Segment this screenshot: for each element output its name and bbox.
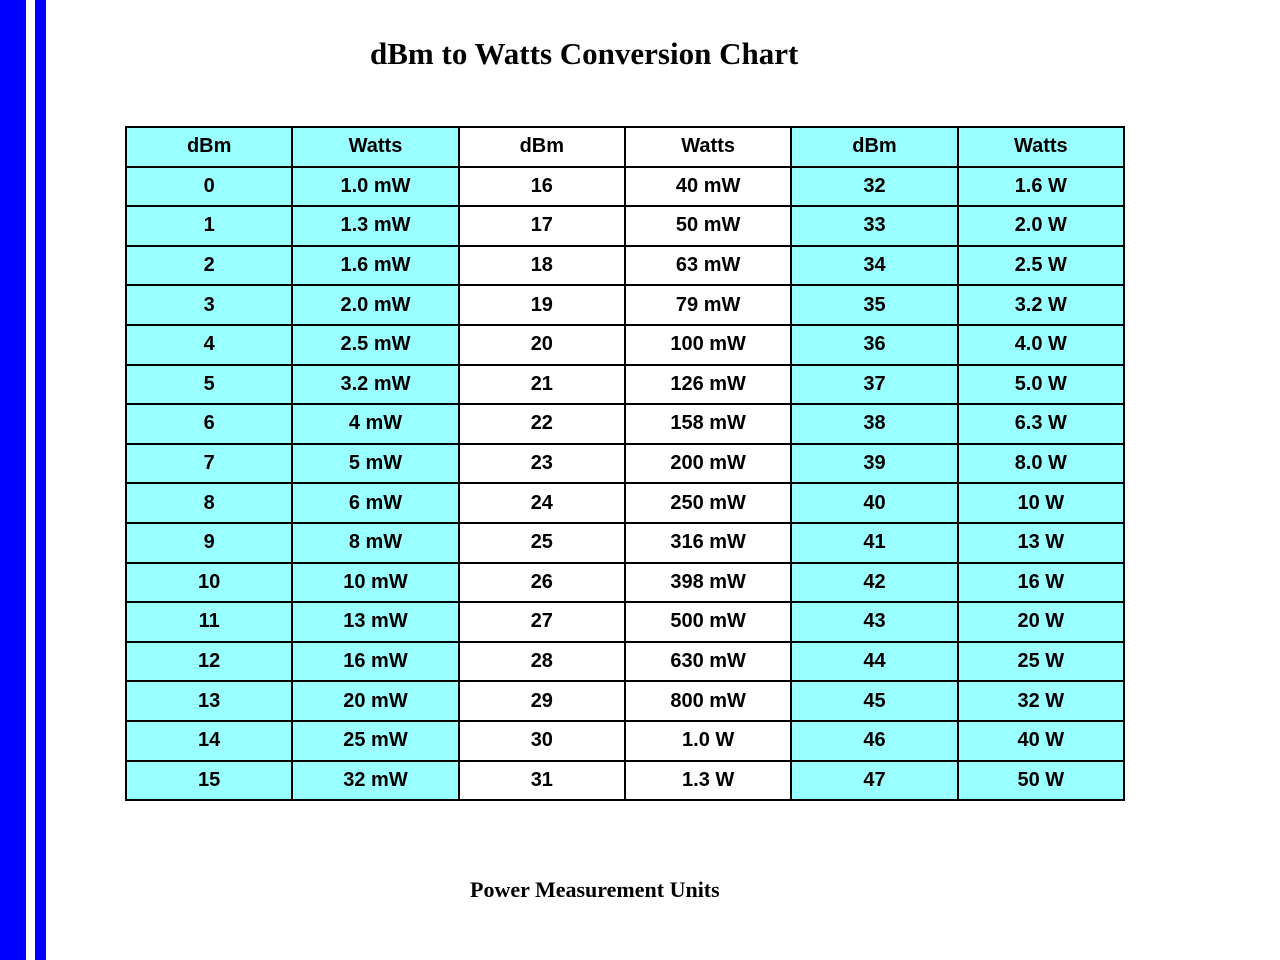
- watts-cell: 1.6 W: [958, 167, 1124, 207]
- watts-cell: 32 W: [958, 681, 1124, 721]
- table-row: [126, 404, 1124, 444]
- dbm-cell: 36: [791, 325, 957, 365]
- dbm-cell: 33: [791, 206, 957, 246]
- watts-cell: 250 mW: [625, 483, 791, 523]
- table-row: [126, 444, 1124, 484]
- dbm-cell: 12: [126, 642, 292, 682]
- watts-cell: 630 mW: [625, 642, 791, 682]
- dbm-cell: 5: [126, 365, 292, 405]
- watts-cell: 16 mW: [292, 642, 458, 682]
- dbm-cell: 18: [459, 246, 625, 286]
- watts-cell: 63 mW: [625, 246, 791, 286]
- watts-cell: 5 mW: [292, 444, 458, 484]
- dbm-cell: 40: [791, 483, 957, 523]
- dbm-cell: 37: [791, 365, 957, 405]
- table-row: [126, 721, 1124, 761]
- table-row: [126, 681, 1124, 721]
- watts-cell: 3.2 W: [958, 285, 1124, 325]
- watts-cell: 13 W: [958, 523, 1124, 563]
- dbm-cell: 8: [126, 483, 292, 523]
- dbm-cell: 35: [791, 285, 957, 325]
- watts-cell: 1.3 W: [625, 761, 791, 801]
- watts-cell: 79 mW: [625, 285, 791, 325]
- watts-cell: 6 mW: [292, 483, 458, 523]
- watts-cell: 25 mW: [292, 721, 458, 761]
- dbm-cell: 26: [459, 563, 625, 603]
- dbm-cell: 0: [126, 167, 292, 207]
- dbm-cell: 2: [126, 246, 292, 286]
- table-row: [126, 602, 1124, 642]
- dbm-cell: 46: [791, 721, 957, 761]
- table-row: [126, 246, 1124, 286]
- dbm-cell: 11: [126, 602, 292, 642]
- watts-cell: 4.0 W: [958, 325, 1124, 365]
- watts-cell: 8.0 W: [958, 444, 1124, 484]
- column-header-dbm: dBm: [459, 127, 625, 167]
- watts-cell: 1.0 mW: [292, 167, 458, 207]
- dbm-cell: 45: [791, 681, 957, 721]
- watts-cell: 50 mW: [625, 206, 791, 246]
- watts-cell: 316 mW: [625, 523, 791, 563]
- dbm-cell: 47: [791, 761, 957, 801]
- dbm-cell: 44: [791, 642, 957, 682]
- dbm-cell: 10: [126, 563, 292, 603]
- dbm-cell: 6: [126, 404, 292, 444]
- dbm-cell: 15: [126, 761, 292, 801]
- dbm-cell: 25: [459, 523, 625, 563]
- watts-cell: 2.5 mW: [292, 325, 458, 365]
- watts-cell: 500 mW: [625, 602, 791, 642]
- watts-cell: 2.0 W: [958, 206, 1124, 246]
- watts-cell: 32 mW: [292, 761, 458, 801]
- left-accent-bar-wide: [0, 0, 26, 960]
- dbm-cell: 19: [459, 285, 625, 325]
- watts-cell: 20 W: [958, 602, 1124, 642]
- table-row: [126, 206, 1124, 246]
- watts-cell: 398 mW: [625, 563, 791, 603]
- watts-cell: 40 W: [958, 721, 1124, 761]
- column-header-watts: Watts: [625, 127, 791, 167]
- dbm-cell: 32: [791, 167, 957, 207]
- dbm-cell: 7: [126, 444, 292, 484]
- dbm-cell: 16: [459, 167, 625, 207]
- column-header-watts: Watts: [958, 127, 1124, 167]
- table-row: [126, 761, 1124, 801]
- dbm-cell: 20: [459, 325, 625, 365]
- watts-cell: 1.6 mW: [292, 246, 458, 286]
- dbm-cell: 38: [791, 404, 957, 444]
- dbm-cell: 1: [126, 206, 292, 246]
- watts-cell: 2.0 mW: [292, 285, 458, 325]
- table-row: [126, 167, 1124, 207]
- dbm-cell: 41: [791, 523, 957, 563]
- dbm-cell: 23: [459, 444, 625, 484]
- dbm-cell: 13: [126, 681, 292, 721]
- dbm-cell: 4: [126, 325, 292, 365]
- conversion-table: [125, 126, 1125, 801]
- table-row: [126, 642, 1124, 682]
- table-header: [126, 127, 1124, 167]
- dbm-cell: 39: [791, 444, 957, 484]
- dbm-cell: 22: [459, 404, 625, 444]
- watts-cell: 10 W: [958, 483, 1124, 523]
- watts-cell: 1.3 mW: [292, 206, 458, 246]
- watts-cell: 25 W: [958, 642, 1124, 682]
- dbm-cell: 14: [126, 721, 292, 761]
- dbm-cell: 24: [459, 483, 625, 523]
- table-body: [126, 167, 1124, 801]
- footer-caption: Power Measurement Units: [470, 877, 720, 902]
- dbm-cell: 34: [791, 246, 957, 286]
- dbm-cell: 27: [459, 602, 625, 642]
- dbm-cell: 31: [459, 761, 625, 801]
- table-row: [126, 483, 1124, 523]
- header-row: [126, 127, 1124, 167]
- watts-cell: 2.5 W: [958, 246, 1124, 286]
- watts-cell: 16 W: [958, 563, 1124, 603]
- table-row: [126, 285, 1124, 325]
- column-header-dbm: dBm: [791, 127, 957, 167]
- dbm-cell: 9: [126, 523, 292, 563]
- dbm-cell: 28: [459, 642, 625, 682]
- dbm-cell: 43: [791, 602, 957, 642]
- watts-cell: 13 mW: [292, 602, 458, 642]
- watts-cell: 40 mW: [625, 167, 791, 207]
- watts-cell: 200 mW: [625, 444, 791, 484]
- dbm-cell: 42: [791, 563, 957, 603]
- table-row: [126, 325, 1124, 365]
- dbm-cell: 3: [126, 285, 292, 325]
- left-accent-bar-narrow: [35, 0, 46, 960]
- dbm-cell: 29: [459, 681, 625, 721]
- watts-cell: 800 mW: [625, 681, 791, 721]
- watts-cell: 3.2 mW: [292, 365, 458, 405]
- watts-cell: 8 mW: [292, 523, 458, 563]
- column-header-watts: Watts: [292, 127, 458, 167]
- column-header-dbm: dBm: [126, 127, 292, 167]
- watts-cell: 20 mW: [292, 681, 458, 721]
- watts-cell: 6.3 W: [958, 404, 1124, 444]
- dbm-cell: 21: [459, 365, 625, 405]
- watts-cell: 10 mW: [292, 563, 458, 603]
- dbm-cell: 30: [459, 721, 625, 761]
- table-row: [126, 563, 1124, 603]
- table-row: [126, 365, 1124, 405]
- watts-cell: 158 mW: [625, 404, 791, 444]
- watts-cell: 100 mW: [625, 325, 791, 365]
- table-row: [126, 523, 1124, 563]
- dbm-cell: 17: [459, 206, 625, 246]
- watts-cell: 50 W: [958, 761, 1124, 801]
- watts-cell: 1.0 W: [625, 721, 791, 761]
- page-title: dBm to Watts Conversion Chart: [370, 36, 799, 71]
- watts-cell: 126 mW: [625, 365, 791, 405]
- watts-cell: 5.0 W: [958, 365, 1124, 405]
- watts-cell: 4 mW: [292, 404, 458, 444]
